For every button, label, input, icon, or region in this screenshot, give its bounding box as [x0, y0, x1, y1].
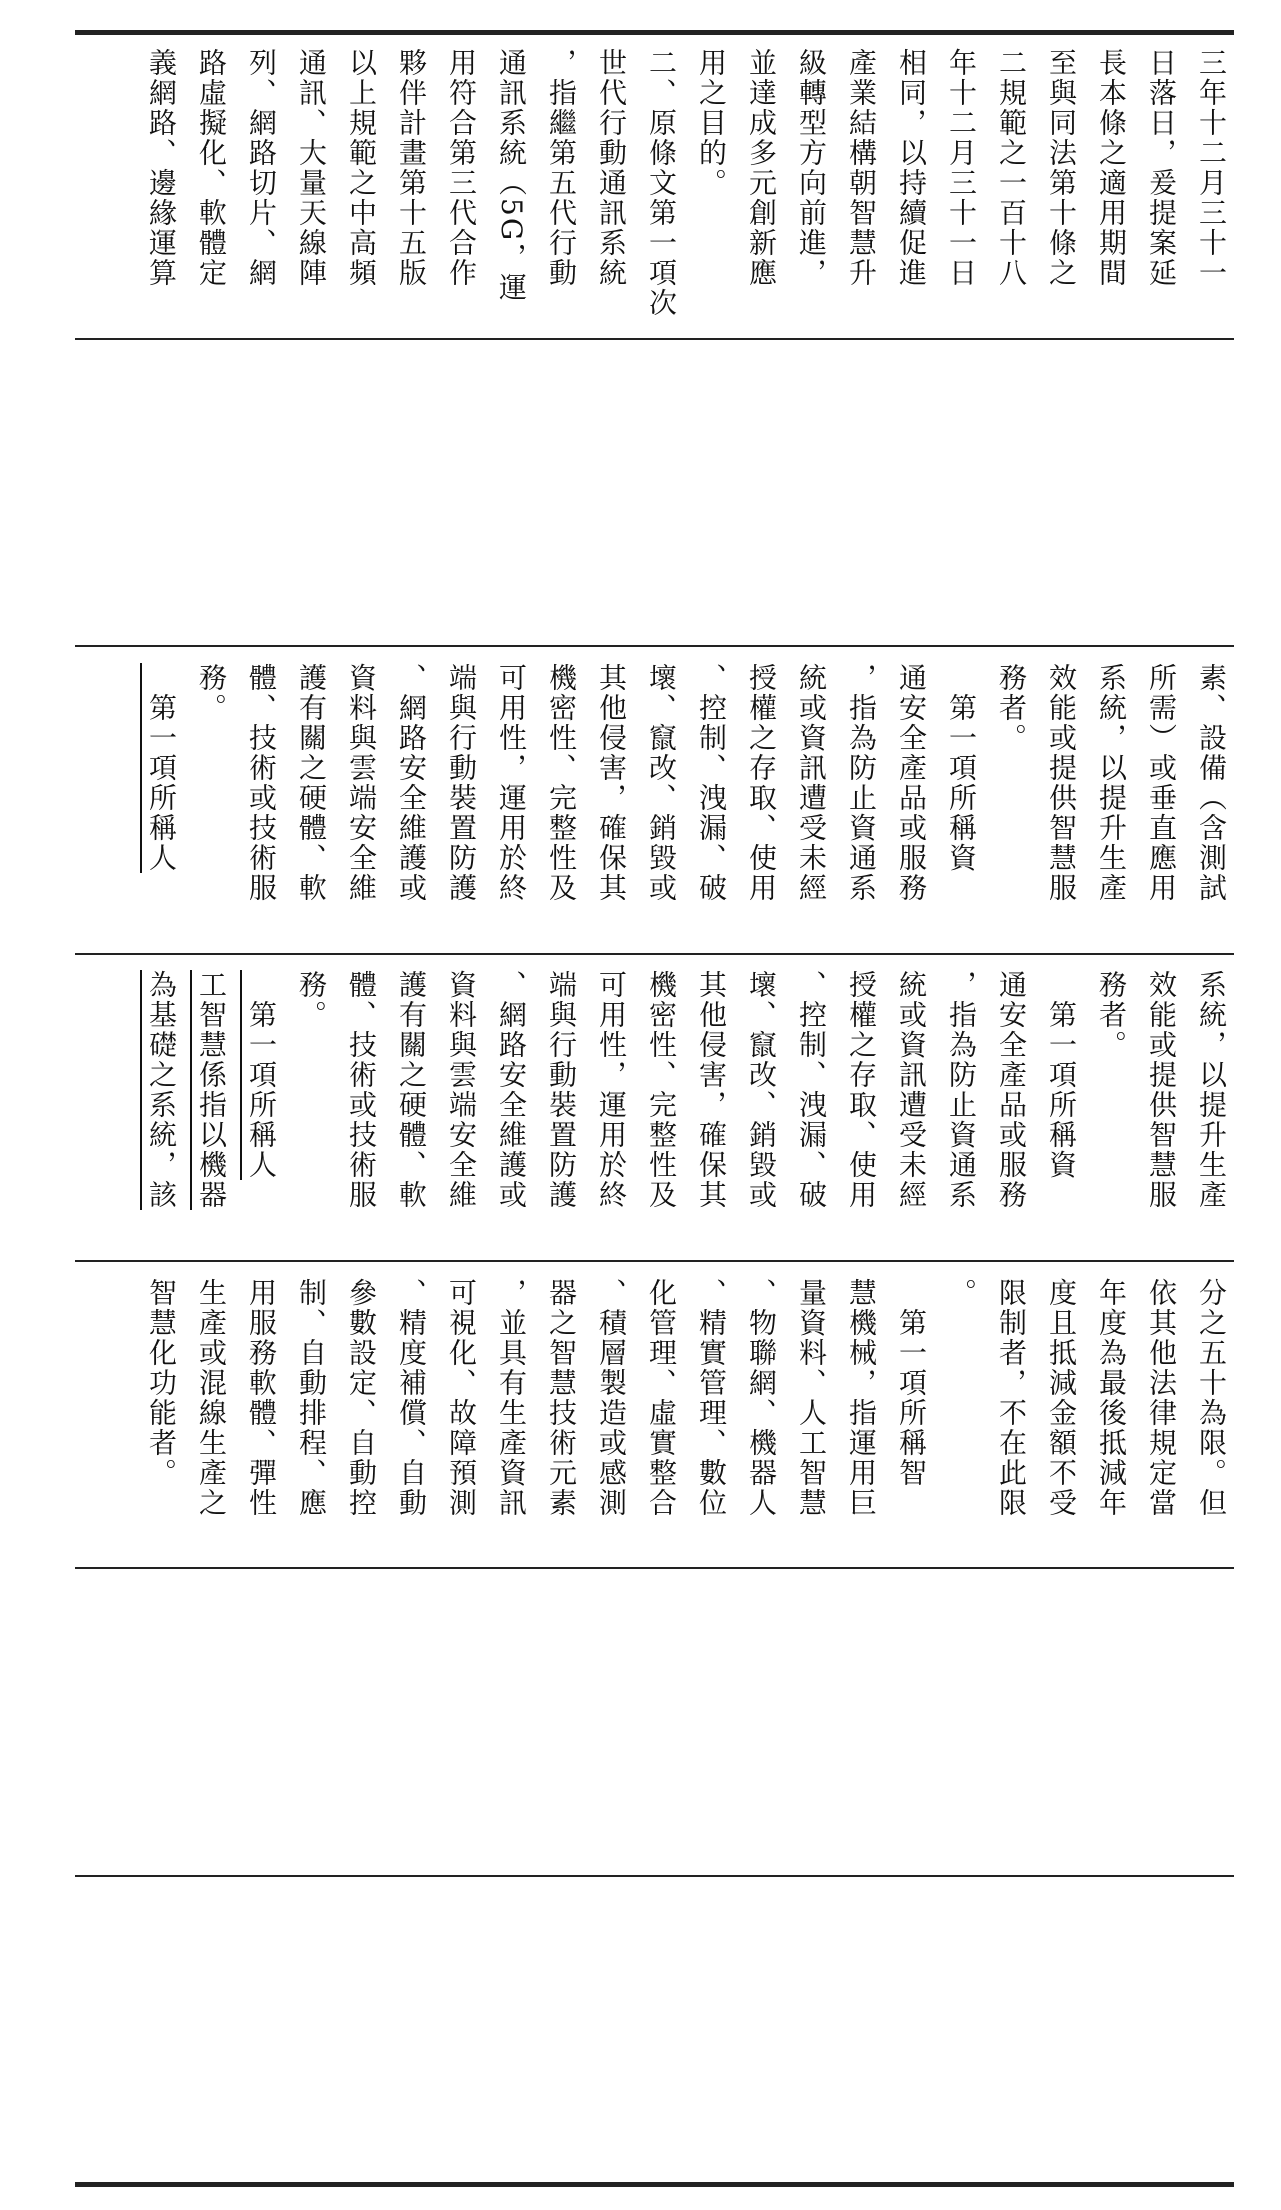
text-column: 量資料、人工智慧	[795, 1278, 828, 1518]
text-column: 用符合第三代合作	[445, 48, 478, 288]
text-column: 務。	[295, 970, 328, 1030]
text-column: 至與同法第十條之	[1045, 48, 1078, 288]
row-divider	[75, 1260, 1234, 1262]
text-column: 第一項所稱資	[1045, 970, 1078, 1180]
text-column: 護有關之硬體、軟	[395, 970, 428, 1210]
text-column: 壞、竄改、銷毀或	[645, 663, 678, 903]
text-column: 第一項所稱人	[245, 970, 278, 1180]
text-column: 化管理、虛實整合	[645, 1278, 678, 1518]
text-column: 。	[945, 1278, 978, 1308]
text-column: 端與行動裝置防護	[545, 970, 578, 1210]
text-column: 世代行動通訊系統	[595, 48, 628, 288]
text-column: 其他侵害，確保其	[595, 663, 628, 903]
text-column: 務者。	[995, 663, 1028, 753]
row-divider	[75, 645, 1234, 647]
text-column: 務者。	[1095, 970, 1128, 1060]
text-column: 護有關之硬體、軟	[295, 663, 328, 903]
row-divider	[75, 953, 1234, 955]
row-divider	[75, 1567, 1234, 1569]
text-column: 分之五十為限。但	[1195, 1278, 1228, 1518]
text-column: 統或資訊遭受未經	[895, 970, 928, 1210]
text-column: 器之智慧技術元素	[545, 1278, 578, 1518]
text-column: 通訊系統（5G，運	[495, 48, 528, 303]
text-column: 可用性，運用於終	[495, 663, 528, 903]
text-column: 授權之存取、使用	[745, 663, 778, 903]
text-column: 工智慧係指以機器	[195, 970, 228, 1210]
text-column: 度且抵減金額不受	[1045, 1278, 1078, 1518]
text-column: ，指為防止資通系	[945, 970, 978, 1210]
text-column: 二、原條文第一項次	[645, 48, 678, 318]
text-column: 長本條之適用期間	[1095, 48, 1128, 288]
text-column: 參數設定、自動控	[345, 1278, 378, 1518]
text-column: 夥伴計畫第十五版	[395, 48, 428, 288]
text-column: 效能或提供智慧服	[1145, 970, 1178, 1210]
text-column: 系統，以提升生產	[1195, 970, 1228, 1210]
text-column: 用之目的。	[695, 48, 728, 198]
text-column: 並達成多元創新應	[745, 48, 778, 288]
text-column: 產業結構朝智慧升	[845, 48, 878, 288]
text-column: 通安全產品或服務	[995, 970, 1028, 1210]
text-column: 所需）或垂直應用	[1145, 663, 1178, 903]
text-column: 制、自動排程、應	[295, 1278, 328, 1518]
text-column: 可用性，運用於終	[595, 970, 628, 1210]
text-column: 、網路安全維護或	[495, 970, 528, 1210]
text-column: ，指為防止資通系	[845, 663, 878, 903]
text-column: 級轉型方向前進，	[795, 48, 828, 288]
text-column: 可視化、故障預測	[445, 1278, 478, 1518]
text-column: 年度為最後抵減年	[1095, 1278, 1128, 1518]
text-column: 務。	[195, 663, 228, 723]
text-column: 資料與雲端安全維	[445, 970, 478, 1210]
text-column: 義網路、邊緣運算	[145, 48, 178, 288]
row-divider	[75, 338, 1234, 340]
text-column: ，並具有生產資訊	[495, 1278, 528, 1518]
text-column: 慧機械，指運用巨	[845, 1278, 878, 1518]
text-column: 通訊、大量天線陣	[295, 48, 328, 288]
text-column: 生產或混線生產之	[195, 1278, 228, 1518]
text-column: 限制者，不在此限	[995, 1278, 1028, 1518]
row-divider	[75, 1875, 1234, 1877]
text-column: 統或資訊遭受未經	[795, 663, 828, 903]
text-column: 三年十二月三十一	[1195, 48, 1228, 288]
text-column: 、控制、洩漏、破	[795, 970, 828, 1210]
text-column: 機密性、完整性及	[545, 663, 578, 903]
text-column: 相同，以持續促進	[895, 48, 928, 288]
text-column: 第一項所稱人	[145, 663, 178, 873]
text-column: 第一項所稱資	[945, 663, 978, 873]
text-column: 、積層製造或感測	[595, 1278, 628, 1518]
text-column: 機密性、完整性及	[645, 970, 678, 1210]
text-column: 體、技術或技術服	[345, 970, 378, 1210]
text-column: 系統，以提升生產	[1095, 663, 1128, 903]
text-column: 第一項所稱智	[895, 1278, 928, 1488]
text-column: 、控制、洩漏、破	[695, 663, 728, 903]
text-column: 端與行動裝置防護	[445, 663, 478, 903]
text-column: 日落日，爰提案延	[1145, 48, 1178, 288]
text-column: 、物聯網、機器人	[745, 1278, 778, 1518]
text-column: 以上規範之中高頻	[345, 48, 378, 288]
text-column: 為基礎之系統，該	[145, 970, 178, 1210]
text-column: 資料與雲端安全維	[345, 663, 378, 903]
text-column: 壞、竄改、銷毀或	[745, 970, 778, 1210]
text-column: 列、網路切片、網	[245, 48, 278, 288]
text-column: 、精實管理、數位	[695, 1278, 728, 1518]
table-top-border	[75, 30, 1234, 35]
text-column: ，指繼第五代行動	[545, 48, 578, 288]
text-column: 依其他法律規定當	[1145, 1278, 1178, 1518]
text-column: 路虛擬化、軟體定	[195, 48, 228, 288]
text-column: 效能或提供智慧服	[1045, 663, 1078, 903]
text-column: 二規範之一百十八	[995, 48, 1028, 288]
text-column: 通安全產品或服務	[895, 663, 928, 903]
text-column: 體、技術或技術服	[245, 663, 278, 903]
table-bottom-border	[75, 2182, 1234, 2187]
text-column: 其他侵害，確保其	[695, 970, 728, 1210]
text-column: 年十二月三十一日	[945, 48, 978, 288]
text-column: 素、設備（含測試	[1195, 663, 1228, 903]
text-column: 用服務軟體、彈性	[245, 1278, 278, 1518]
text-column: 智慧化功能者。	[145, 1278, 178, 1488]
text-column: 、網路安全維護或	[395, 663, 428, 903]
text-column: 、精度補償、自動	[395, 1278, 428, 1518]
text-column: 授權之存取、使用	[845, 970, 878, 1210]
